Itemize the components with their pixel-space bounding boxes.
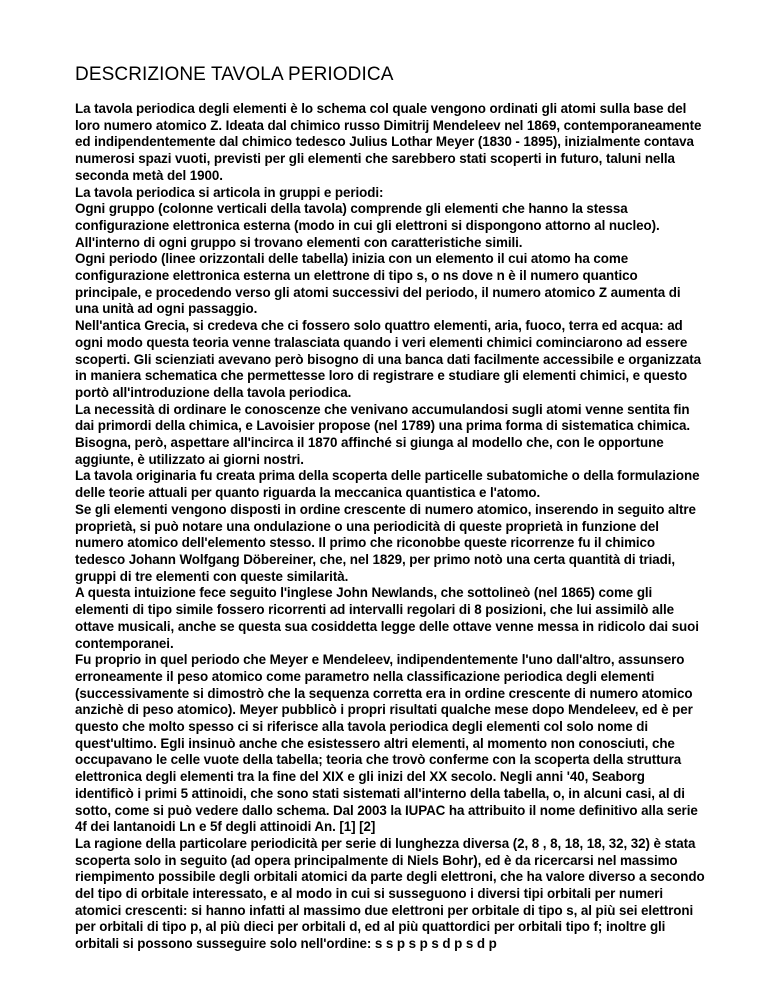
paragraph-intro: La tavola periodica degli elementi è lo schema col quale vengono ordinati gli atomi sulla base del loro numero atomico Z. Ideata dal chimico russo Dimitrij Mendeleev nel 1869, contemporaneamente ed indipendentemente dal chimico tedesco Julius Lothar Meyer (1830 - 1895), inizialmente contava numerosi spazi vuoti, previsti per gli elementi che sarebbero stati scoperti in futuro, taluni nella seconda metà del 1900. [75, 101, 702, 183]
document-title: DESCRIZIONE TAVOLA PERIODICA [75, 64, 394, 85]
paragraph-newlands: A questa intuizione fece seguito l'inglese John Newlands, che sottolineò (nel 1865) come gli elementi di tipo simile fossero ricorrenti ad intervalli regolari di 8 posizioni, che lui assimilò alle ottave musicali, anche se questa sua cosiddetta legge delle ottave venne messa in ridicolo dai suoi contemporanei. [75, 585, 699, 651]
paragraph-structure: La tavola periodica si articola in gruppi e periodi: [75, 184, 384, 200]
paragraph-meyer-mendeleev: Fu proprio in quel periodo che Meyer e Mendeleev, indipendentemente l'uno dall'altro, assunsero erroneamente il peso atomico come parametro nella classificazione periodica degli elementi (successivamente si dimostrò che la sequenza corretta era in ordine crescente di numero atomico anzichè di peso atomico). Meyer pubblicò i propri risultati qualche mese dopo Mendeleev, ed è per questo che molto spesso ci si riferisce alla tavola periodica degli elementi col solo nome di quest'ultimo. Egli insinuò anche che esistessero altri elementi, al momento non conosciuti, che occupavano le celle vuote della tabella; teoria che trovò conferme con la scoperta della struttura elettronica degli elementi tra la fine del XIX e gli inizi del XX secolo. Negli anni '40, Seaborg identificò i primi 5 attinoidi, che sono stati sistemati all'interno della tabella, o, in alcuni casi, al di sotto, come si può vedere dallo schema. Dal 2003 la IUPAC ha attribuito il nome definitivo alla serie 4f dei lantanoidi Ln e 5f degli attinoidi An. [1] [2] [75, 652, 698, 835]
paragraph-periods: Ogni periodo (linee orizzontali delle tabella) inizia con un elemento il cui atomo ha come configurazione elettronica esterna un elettrone di tipo s, o ns dove n è il numero quantico principale, e procedendo verso gli atomi successivi del periodo, il numero atomico Z aumenta di una unità ad ogni passaggio. [75, 251, 681, 317]
paragraph-ancient-greece: Nell'antica Grecia, si credeva che ci fossero solo quattro elementi, aria, fuoco, terra ed acqua: ad ogni modo questa teoria venne tralasciata quando i veri elementi chimici cominciarono ad essere scoperti. Gli scienziati avevano però bisogno di una banca dati facilmente accessibile e organizzata in maniera schematica che permettesse loro di registrare e studiare gli elementi chimici, e questo portò all'introduzione della tavola periodica. [75, 318, 702, 400]
document-body [75, 101, 705, 953]
paragraph-dobereiner: Se gli elementi vengono disposti in ordine crescente di numero atomico, inserendo in seguito altre proprietà, si può notare una ondulazione o una periodicità di queste proprietà in funzione del numero atomico dell'elemento stesso. Il primo che riconobbe queste ricorrenze fu il chimico tedesco Johann Wolfgang Döbereiner, che, nel 1829, per primo notò una certa quantità di triadi, gruppi di tre elementi con queste similarità. [75, 501, 696, 584]
paragraph-groups: Ogni gruppo (colonne verticali della tavola) comprende gli elementi che hanno la stessa configurazione elettronica esterna (modo in cui gli elettroni si dispongono attorno al nucleo). All'interno di ogni gruppo si trovano elementi con caratteristiche simili. [75, 201, 660, 250]
document-page [75, 62, 705, 953]
paragraph-lavoisier: La necessità di ordinare le conoscenze che venivano accumulandosi sugli atomi venne sentita fin dai primordi della chimica, e Lavoisier propose (nel 1789) una prima forma di sistematica chimica. Bisogna, però, aspettare all'incirca il 1870 affinché si giunga al modello che, con le opportune aggiunte, è utilizzato ai giorni nostri. [75, 401, 691, 467]
paragraph-periodicity: La ragione della particolare periodicità per serie di lunghezza diversa (2, 8 , 8, 18, 18, 32, 32) è stata scoperta solo in seguito (ad opera principalmente di Niels Bohr), ed è da ricercarsi nel massimo riempimento possibile degli orbitali atomici da parte degli elettroni, che ha valore diverso a secondo del tipo di orbitale interessato, e al modo in cui si susseguono i diversi tipi orbitali per numeri atomici crescenti: si hanno infatti al massimo due elettroni per orbitale di tipo s, al più sei elettroni per orbitali di tipo p, al più dieci per orbitali d, ed al più quattordici per orbitali tipo f; inoltre gli orbitali si possono susseguire solo nell'ordine: s s p s p s d p s d p [75, 835, 705, 952]
paragraph-original-table: La tavola originaria fu creata prima della scoperta delle particelle subatomiche o della formulazione delle teorie attuali per quanto riguarda la meccanica quantistica e l'atomo. [75, 468, 700, 501]
